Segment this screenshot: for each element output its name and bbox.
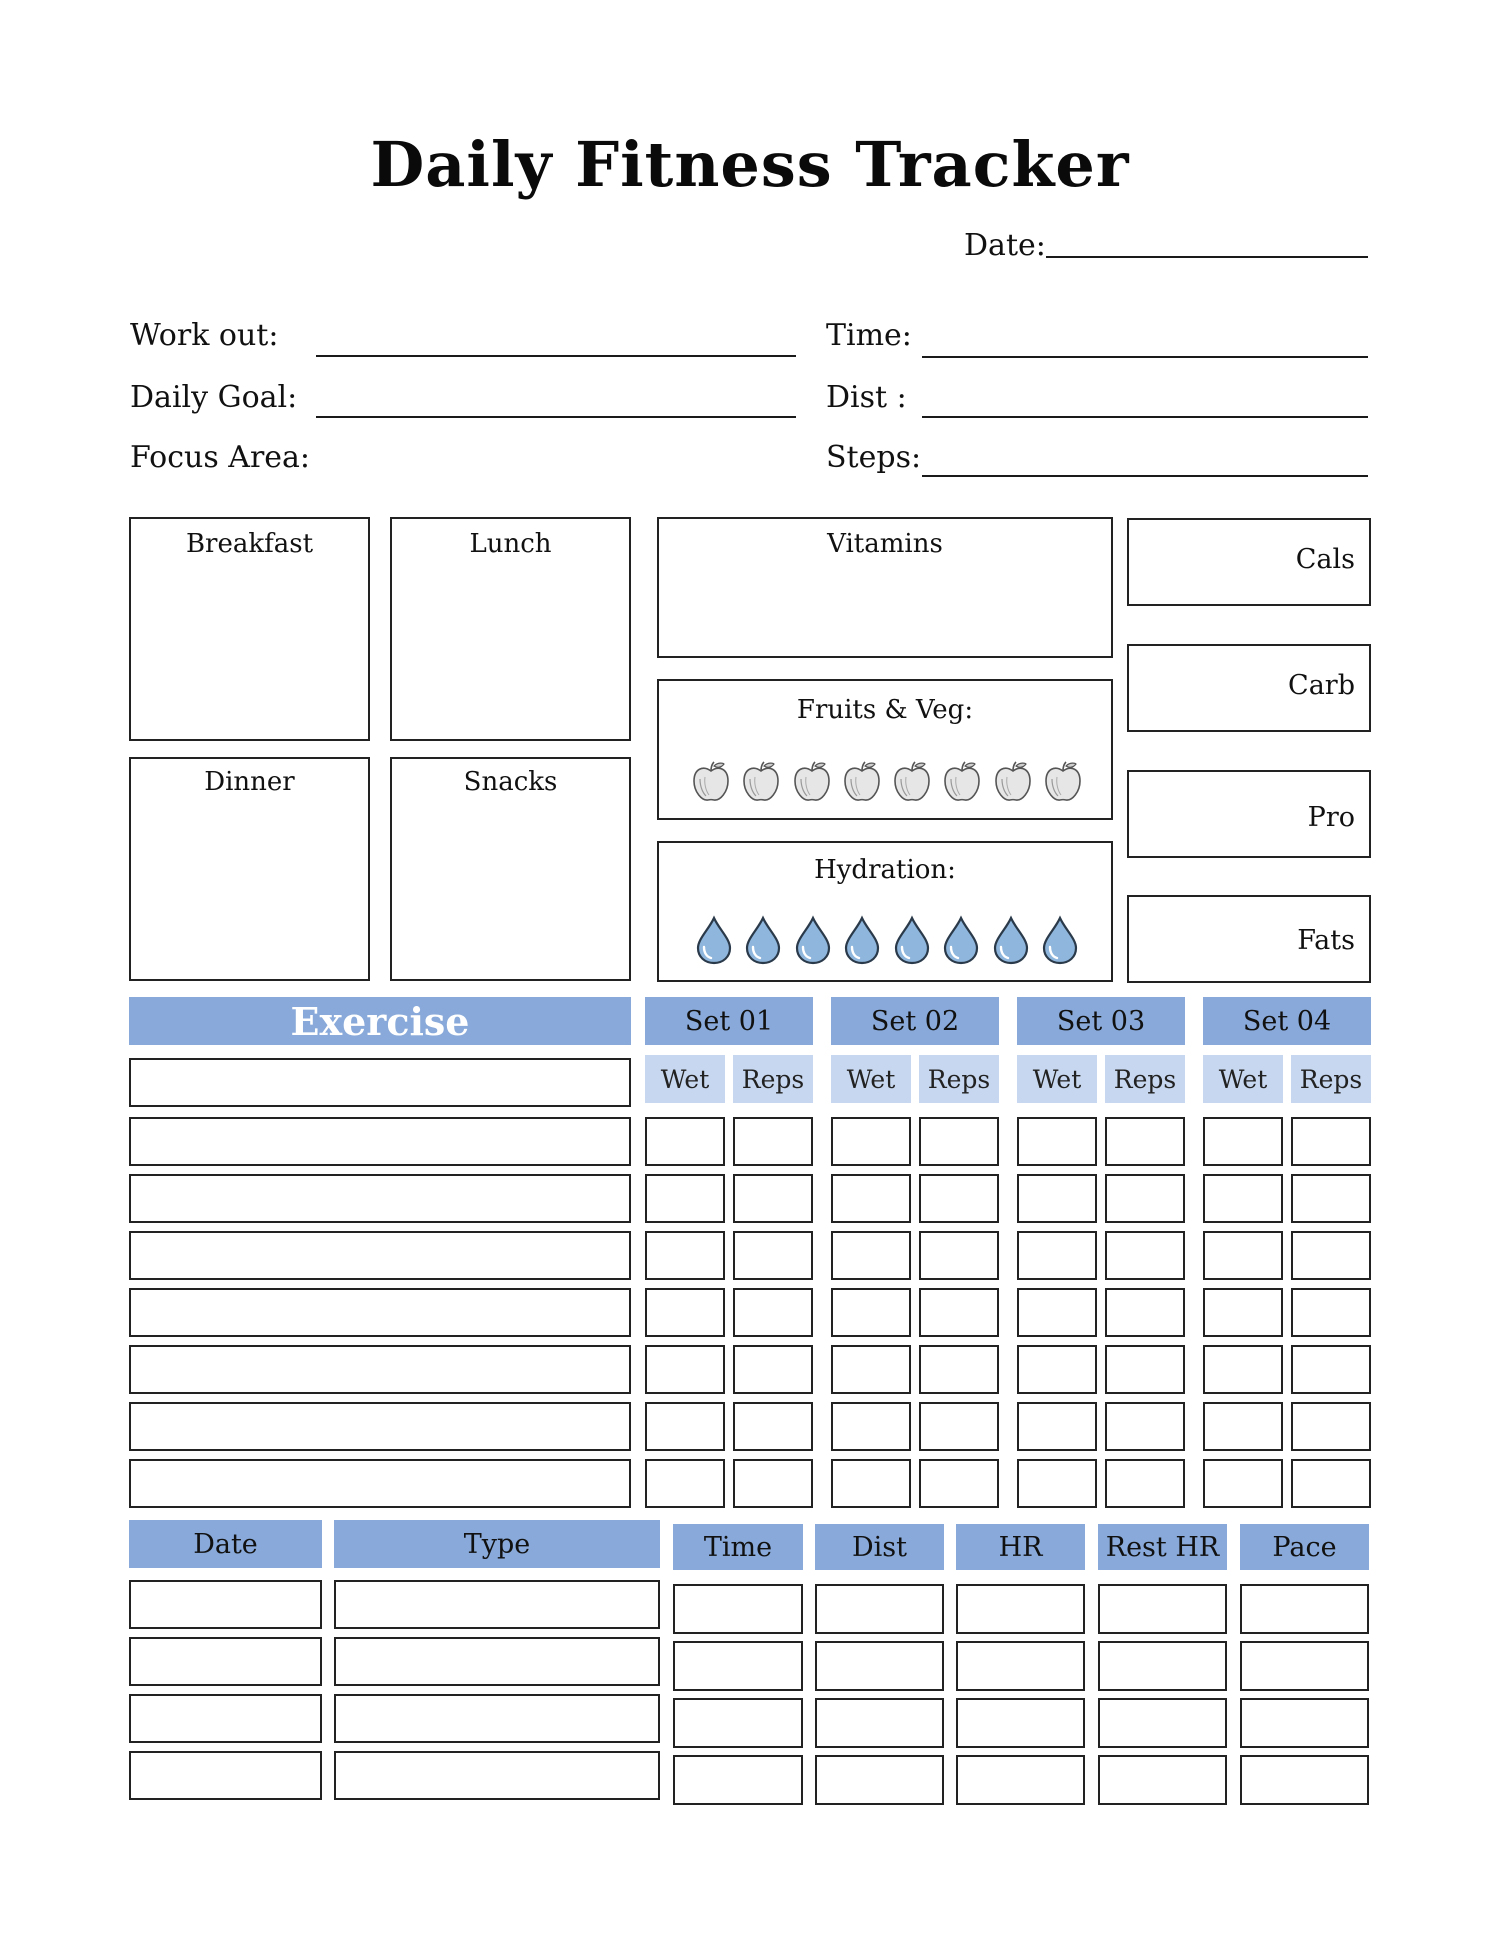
set-reps-input[interactable] [1105, 1402, 1185, 1451]
set-weight-input[interactable] [831, 1288, 911, 1337]
cardio-rest-hr-input[interactable] [1098, 1698, 1227, 1748]
set-reps-input[interactable] [1291, 1231, 1371, 1280]
cardio-dist-input[interactable] [815, 1584, 944, 1634]
set-reps-input[interactable] [1105, 1288, 1185, 1337]
water-drop-icon[interactable] [992, 915, 1030, 965]
set-03-header: Set 03 [1017, 997, 1185, 1045]
water-drop-icon[interactable] [942, 915, 980, 965]
set-reps-input[interactable] [919, 1459, 999, 1508]
cardio-time-header: Time [673, 1524, 803, 1570]
cardio-date-input[interactable] [129, 1637, 322, 1686]
set-weight-input[interactable] [1203, 1345, 1283, 1394]
cals-label: Cals [1295, 544, 1355, 575]
set-weight-input[interactable] [1017, 1231, 1097, 1280]
set-03-weight-header: Wet [1017, 1055, 1097, 1103]
apple-icon[interactable] [942, 759, 982, 803]
hydration-label: Hydration: [814, 855, 956, 885]
daily-goal-field[interactable] [316, 416, 796, 418]
set-02-header: Set 02 [831, 997, 999, 1045]
cardio-hr-header: HR [956, 1524, 1085, 1570]
exercise-name-input[interactable] [129, 1459, 631, 1508]
exercise-name-input[interactable] [129, 1402, 631, 1451]
set-reps-input[interactable] [1291, 1459, 1371, 1508]
cardio-hr-input[interactable] [956, 1641, 1085, 1691]
cardio-time-input[interactable] [673, 1584, 803, 1634]
focus-area-label: Focus Area: [130, 440, 311, 475]
set-04-header: Set 04 [1203, 997, 1371, 1045]
set-reps-input[interactable] [733, 1117, 813, 1166]
set-weight-input[interactable] [1017, 1402, 1097, 1451]
set-weight-input[interactable] [831, 1117, 911, 1166]
water-drop-icon[interactable] [744, 915, 782, 965]
set-01-header: Set 01 [645, 997, 813, 1045]
fruits-veg-label: Fruits & Veg: [796, 695, 974, 725]
exercise-name-input[interactable] [129, 1231, 631, 1280]
water-drop-icon[interactable] [893, 915, 931, 965]
set-reps-input[interactable] [1291, 1402, 1371, 1451]
fats-box[interactable] [1127, 895, 1371, 983]
cardio-pace-input[interactable] [1240, 1584, 1369, 1634]
set-weight-input[interactable] [1203, 1288, 1283, 1337]
apple-icon[interactable] [993, 759, 1033, 803]
apple-icon[interactable] [842, 759, 882, 803]
vitamins-label: Vitamins [827, 529, 943, 559]
breakfast-box[interactable] [129, 517, 370, 741]
date-field[interactable] [1046, 256, 1368, 258]
fruit-tracker-row [691, 759, 1083, 803]
set-reps-input[interactable] [919, 1345, 999, 1394]
exercise-name-input[interactable] [129, 1117, 631, 1166]
set-01-reps-header: Reps [733, 1055, 813, 1103]
cardio-time-input[interactable] [673, 1755, 803, 1805]
cardio-dist-input[interactable] [815, 1755, 944, 1805]
set-weight-input[interactable] [645, 1402, 725, 1451]
steps-field[interactable] [922, 475, 1368, 477]
set-reps-input[interactable] [1291, 1288, 1371, 1337]
water-drop-icon[interactable] [794, 915, 832, 965]
set-weight-input[interactable] [1017, 1288, 1097, 1337]
set-reps-input[interactable] [1105, 1174, 1185, 1223]
set-reps-input[interactable] [919, 1117, 999, 1166]
set-weight-input[interactable] [831, 1231, 911, 1280]
carb-label: Carb [1288, 670, 1355, 701]
water-tracker-row [695, 915, 1079, 967]
lunch-box[interactable] [390, 517, 631, 741]
pro-box[interactable] [1127, 770, 1371, 858]
pro-label: Pro [1307, 802, 1355, 833]
workout-field[interactable] [316, 355, 796, 357]
set-weight-input[interactable] [831, 1174, 911, 1223]
exercise-name-input[interactable] [129, 1345, 631, 1394]
set-reps-input[interactable] [1291, 1174, 1371, 1223]
set-04-weight-header: Wet [1203, 1055, 1283, 1103]
lunch-label: Lunch [469, 529, 552, 559]
apple-icon[interactable] [691, 759, 731, 803]
set-reps-input[interactable] [1291, 1345, 1371, 1394]
cardio-type-input[interactable] [334, 1637, 660, 1686]
set-reps-input[interactable] [733, 1345, 813, 1394]
steps-label: Steps: [826, 440, 922, 475]
cardio-rest-hr-input[interactable] [1098, 1641, 1227, 1691]
set-reps-input[interactable] [1105, 1345, 1185, 1394]
exercise-header: Exercise [129, 997, 631, 1045]
set-weight-input[interactable] [1017, 1459, 1097, 1508]
cardio-rest-hr-input[interactable] [1098, 1755, 1227, 1805]
carb-box[interactable] [1127, 644, 1371, 732]
cardio-rest-hr-input[interactable] [1098, 1584, 1227, 1634]
dinner-label: Dinner [204, 767, 295, 797]
cardio-hr-input[interactable] [956, 1584, 1085, 1634]
set-reps-input[interactable] [919, 1402, 999, 1451]
set-02-reps-header: Reps [919, 1055, 999, 1103]
cardio-type-input[interactable] [334, 1751, 660, 1800]
set-weight-input[interactable] [831, 1402, 911, 1451]
fats-label: Fats [1297, 925, 1355, 956]
page-title: Daily Fitness Tracker [370, 128, 1130, 201]
hydration-box [657, 841, 1113, 982]
cardio-hr-input[interactable] [956, 1755, 1085, 1805]
set-weight-input[interactable] [645, 1231, 725, 1280]
exercise-name-input[interactable] [129, 1058, 631, 1107]
set-reps-input[interactable] [733, 1288, 813, 1337]
cardio-rest-hr-header: Rest HR [1098, 1524, 1227, 1570]
set-reps-input[interactable] [919, 1231, 999, 1280]
set-weight-input[interactable] [1203, 1117, 1283, 1166]
time-label: Time: [826, 318, 912, 353]
apple-icon[interactable] [741, 759, 781, 803]
apple-icon[interactable] [892, 759, 932, 803]
cardio-date-header: Date [129, 1520, 322, 1568]
set-reps-input[interactable] [733, 1402, 813, 1451]
snacks-label: Snacks [463, 767, 558, 797]
cardio-pace-input[interactable] [1240, 1641, 1369, 1691]
set-weight-input[interactable] [1203, 1231, 1283, 1280]
set-reps-input[interactable] [1291, 1117, 1371, 1166]
water-drop-icon[interactable] [1041, 915, 1079, 965]
cardio-type-input[interactable] [334, 1694, 660, 1743]
time-field[interactable] [922, 356, 1368, 358]
set-reps-input[interactable] [919, 1174, 999, 1223]
cardio-date-input[interactable] [129, 1580, 322, 1629]
date-label: Date: [964, 228, 1046, 263]
dist-label: Dist : [826, 380, 907, 415]
cardio-time-input[interactable] [673, 1641, 803, 1691]
set-weight-input[interactable] [645, 1345, 725, 1394]
exercise-name-input[interactable] [129, 1174, 631, 1223]
fruits-veg-box [657, 679, 1113, 820]
daily-goal-label: Daily Goal: [130, 380, 298, 415]
set-reps-input[interactable] [1105, 1459, 1185, 1508]
set-weight-input[interactable] [831, 1345, 911, 1394]
dist-field[interactable] [922, 416, 1368, 418]
cardio-hr-input[interactable] [956, 1698, 1085, 1748]
cardio-date-input[interactable] [129, 1751, 322, 1800]
set-reps-input[interactable] [733, 1459, 813, 1508]
cardio-dist-input[interactable] [815, 1698, 944, 1748]
apple-icon[interactable] [792, 759, 832, 803]
set-reps-input[interactable] [733, 1174, 813, 1223]
cardio-pace-input[interactable] [1240, 1698, 1369, 1748]
set-03-reps-header: Reps [1105, 1055, 1185, 1103]
set-reps-input[interactable] [1105, 1231, 1185, 1280]
set-weight-input[interactable] [1203, 1459, 1283, 1508]
water-drop-icon[interactable] [843, 915, 881, 965]
set-weight-input[interactable] [645, 1459, 725, 1508]
dinner-box[interactable] [129, 757, 370, 981]
cardio-dist-header: Dist [815, 1524, 944, 1570]
cardio-type-header: Type [334, 1520, 660, 1568]
set-02-weight-header: Wet [831, 1055, 911, 1103]
cardio-date-input[interactable] [129, 1694, 322, 1743]
set-reps-input[interactable] [733, 1231, 813, 1280]
set-weight-input[interactable] [645, 1288, 725, 1337]
workout-label: Work out: [130, 318, 279, 353]
apple-icon[interactable] [1043, 759, 1083, 803]
cals-box[interactable] [1127, 518, 1371, 606]
exercise-name-input[interactable] [129, 1288, 631, 1337]
set-reps-input[interactable] [919, 1288, 999, 1337]
set-weight-input[interactable] [1017, 1345, 1097, 1394]
set-weight-input[interactable] [1203, 1174, 1283, 1223]
cardio-time-input[interactable] [673, 1698, 803, 1748]
set-weight-input[interactable] [645, 1174, 725, 1223]
cardio-type-input[interactable] [334, 1580, 660, 1629]
set-weight-input[interactable] [645, 1117, 725, 1166]
set-04-reps-header: Reps [1291, 1055, 1371, 1103]
cardio-pace-header: Pace [1240, 1524, 1369, 1570]
snacks-box[interactable] [390, 757, 631, 981]
set-reps-input[interactable] [1105, 1117, 1185, 1166]
set-weight-input[interactable] [1017, 1174, 1097, 1223]
water-drop-icon[interactable] [695, 915, 733, 965]
cardio-dist-input[interactable] [815, 1641, 944, 1691]
set-01-weight-header: Wet [645, 1055, 725, 1103]
cardio-pace-input[interactable] [1240, 1755, 1369, 1805]
set-weight-input[interactable] [1017, 1117, 1097, 1166]
vitamins-box[interactable] [657, 517, 1113, 658]
set-weight-input[interactable] [831, 1459, 911, 1508]
set-weight-input[interactable] [1203, 1402, 1283, 1451]
breakfast-label: Breakfast [185, 529, 314, 559]
